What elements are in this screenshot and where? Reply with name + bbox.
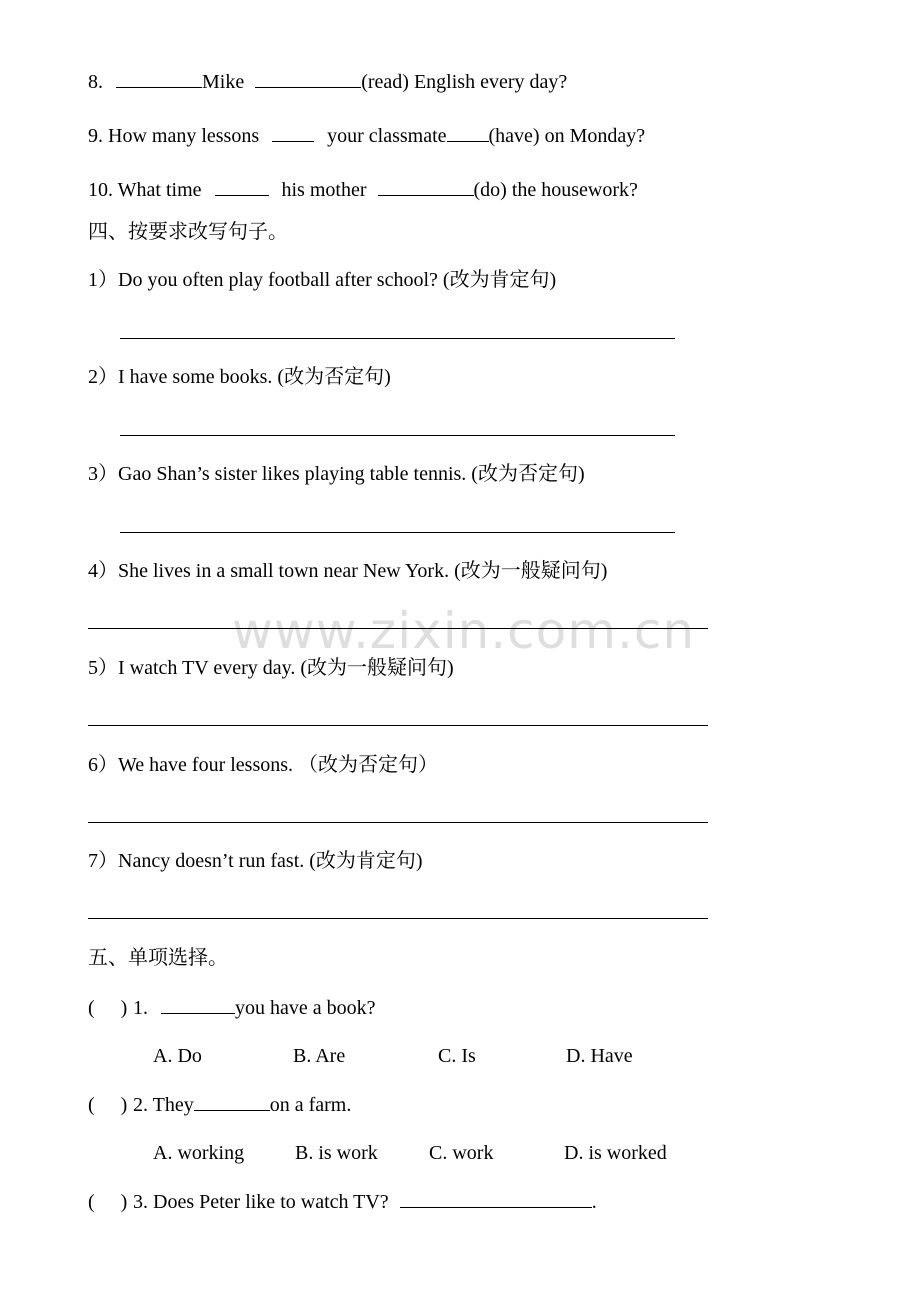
- answer-blank[interactable]: [116, 69, 202, 88]
- question-9: 9. How many lessons your classmate (have) on Monday?: [88, 125, 646, 147]
- option-a[interactable]: A. Do: [153, 1045, 202, 1067]
- answer-blank[interactable]: [447, 123, 489, 142]
- rewrite-item-1: 1）Do you often play football after school? (改为肯定句): [88, 269, 557, 291]
- section-4-heading: 四、按要求改写句子。: [88, 221, 288, 243]
- answer-line[interactable]: [120, 435, 675, 436]
- answer-blank[interactable]: [194, 1092, 270, 1111]
- option-d[interactable]: D. Have: [566, 1045, 633, 1067]
- answer-line[interactable]: [88, 822, 708, 823]
- answer-blank[interactable]: [272, 123, 314, 142]
- answer-blank[interactable]: [378, 177, 474, 196]
- rewrite-item-4: 4）She lives in a small town near New York. (改为一般疑问句): [88, 560, 608, 582]
- section-5-heading: 五、单项选择。: [88, 947, 228, 969]
- rewrite-item-5: 5）I watch TV every day. (改为一般疑问句): [88, 657, 454, 679]
- option-a[interactable]: A. working: [153, 1142, 245, 1164]
- choice-question-2: ( ) 2. They on a farm.: [88, 1094, 352, 1116]
- choice-question-1: ( ) 1. you have a book?: [88, 997, 376, 1019]
- rewrite-item-3: 3）Gao Shan’s sister likes playing table tennis. (改为否定句): [88, 463, 585, 485]
- rewrite-item-2: 2）I have some books. (改为否定句): [88, 366, 391, 388]
- answer-line[interactable]: [88, 725, 708, 726]
- option-d[interactable]: D. is worked: [564, 1142, 667, 1164]
- answer-bracket[interactable]: ( ): [88, 997, 128, 1019]
- answer-line[interactable]: [120, 338, 675, 339]
- option-c[interactable]: C. work: [429, 1142, 494, 1164]
- question-10: 10. What time his mother (do) the housework?: [88, 179, 638, 201]
- answer-line[interactable]: [88, 628, 708, 629]
- answer-blank[interactable]: [400, 1189, 592, 1208]
- answer-bracket[interactable]: ( ): [88, 1094, 128, 1116]
- option-c[interactable]: C. Is: [438, 1045, 476, 1067]
- option-b[interactable]: B. Are: [293, 1045, 346, 1067]
- option-b[interactable]: B. is work: [295, 1142, 378, 1164]
- answer-line[interactable]: [88, 918, 708, 919]
- rewrite-item-7: 7）Nancy doesn’t run fast. (改为肯定句): [88, 850, 423, 872]
- question-8: 8. Mike (read) English every day?: [88, 71, 568, 93]
- answer-blank[interactable]: [161, 995, 235, 1014]
- answer-blank[interactable]: [215, 177, 269, 196]
- answer-blank[interactable]: [255, 69, 361, 88]
- watermark: www.zixin.com.cn: [232, 602, 696, 660]
- answer-line[interactable]: [120, 532, 675, 533]
- choice-question-3: ( ) 3. Does Peter like to watch TV? .: [88, 1191, 597, 1213]
- answer-bracket[interactable]: ( ): [88, 1191, 128, 1213]
- rewrite-item-6: 6）We have four lessons. （改为否定句）: [88, 754, 439, 776]
